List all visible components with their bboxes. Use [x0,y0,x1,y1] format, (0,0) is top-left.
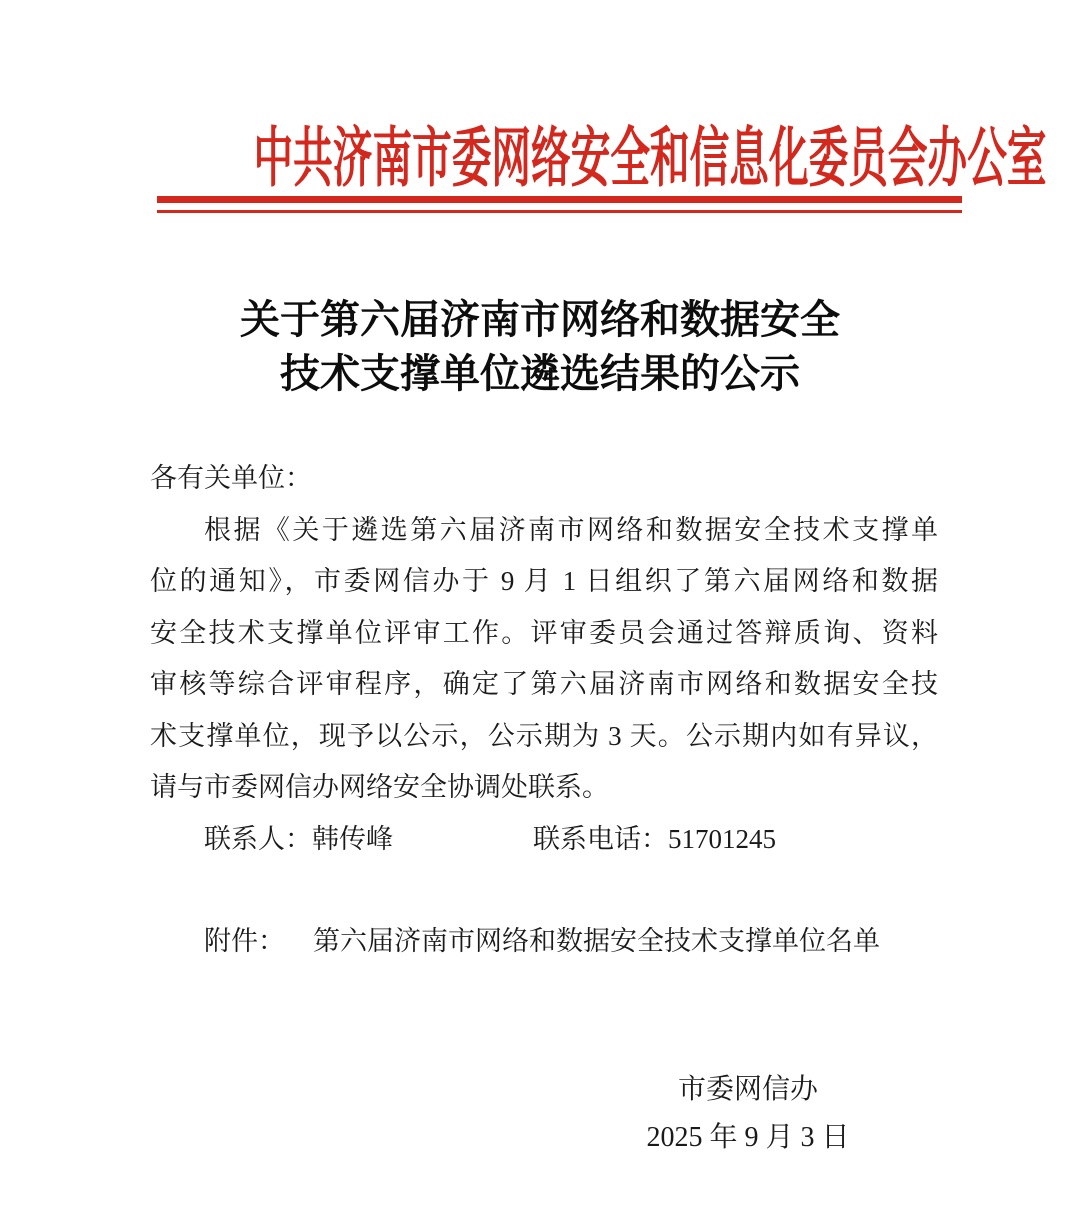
body-line-2: 位的通知》，市委网信办于 9 月 1 日组织了第六届网络和数据 [150,566,938,596]
signoff-org: 市委网信办 [677,1074,818,1105]
contact-line [150,814,938,866]
body-line-3: 安全技术支撑单位评审工作。评审委员会通过答辩质询、资料 [150,617,938,648]
body-line-6: 请与市委网信办网络安全协调处联系。 [150,772,609,802]
body-line-4: 审核等综合评审程序，确定了第六届济南市网络和数据安全技 [150,669,938,699]
document-title-line2: 技术支撑单位遴选结果的公示 [280,351,800,396]
signoff-date: 2025 年 9 月 3 日 [646,1122,850,1153]
document-body [150,453,938,968]
signoff [598,1066,898,1162]
attachment-label: 附件： [204,926,285,956]
body-line-1: 根据《关于遴选第六届济南市网络和数据安全技术支撑单 [204,514,938,545]
contact-phone-label: 联系电话： [533,823,668,854]
attachment-name: 第六届济南市网络和数据安全技术支撑单位名单 [313,926,880,956]
letterhead-org-name: 中共济南市委网络安全和信息化委员会办公室 [253,123,1047,195]
document-title [0,293,1080,401]
divider-thin-line [157,210,962,213]
contact-phone-number: 51701245 [668,823,776,854]
attachment-line [150,916,938,968]
document-title-line1: 关于第六届济南市网络和数据安全 [240,297,840,342]
divider-thick-line [157,196,962,203]
letterhead-divider [157,196,962,213]
contact-person-label: 联系人： [204,823,312,854]
salutation: 各有关单位： [150,463,312,493]
body-line-5: 术支撑单位，现予以公示，公示期为 3 天。公示期内如有异议， [150,720,938,751]
contact-person-name: 韩传峰 [312,823,393,854]
